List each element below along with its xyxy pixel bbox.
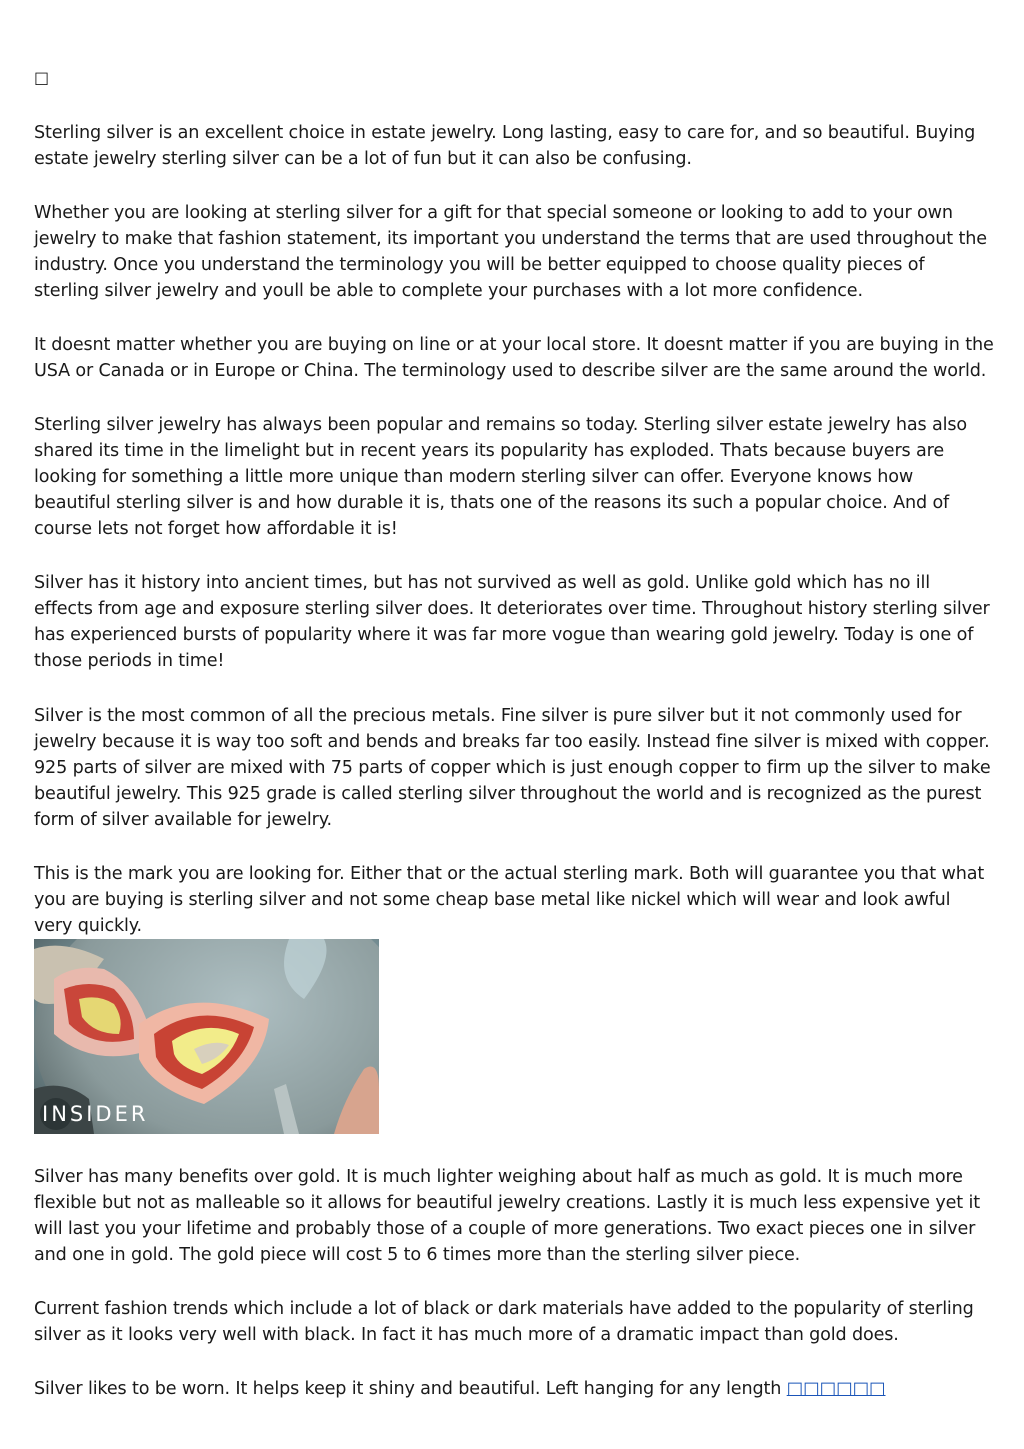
paragraph-worn-text: Silver likes to be worn. It helps keep it shiny and beautiful. Left hanging for any length xyxy=(34,1379,787,1399)
paragraph-terms: Whether you are looking at sterling silver for a gift for that special someone or looking to add to your own jewelry to make that fashion statement, its important you understand the terms that are used throughout the industry. Once you understand the terminology you will be better equipped to choose quality pieces of sterling silver jewelry and youll be able to complete your purchases with a lot more confidence. xyxy=(34,203,987,301)
paragraph-mark: This is the mark you are looking for. Either that or the actual sterling mark. Both will guarantee you that what you are buying is sterling silver and not some cheap base metal like nickel which will wear and look awful very quickly. xyxy=(34,864,985,936)
paragraph-worldwide: It doesnt matter whether you are buying on line or at your local store. It doesnt matter if you are buying in the USA or Canada or in Europe or China. The terminology used to describe silver are the same around the world. xyxy=(34,335,994,381)
paragraph-fashion: Current fashion trends which include a lot of black or dark materials have added to the popularity of sterling silver as it looks very well with black. In fact it has much more of a dramatic impact than gold does. xyxy=(34,1299,974,1345)
insider-watermark: INSIDER xyxy=(42,1102,149,1126)
paragraph-precious-metals: Silver is the most common of all the precious metals. Fine silver is pure silver but it not commonly used for jewelry because it is way too soft and bends and breaks far too easily. Instead fine silver is mixed with copper. 925 parts of silver are mixed with 75 parts of copper which is just enough copper to firm up the silver to make beautiful jewelry. This 925 grade is called sterling silver throughout the world and is recognized as the purest form of silver available for jewelry. xyxy=(34,706,991,830)
jewelry-photo xyxy=(34,939,379,1134)
paragraph-intro: Sterling silver is an excellent choice in estate jewelry. Long lasting, easy to care for, and so beautiful. Buying estate jewelry sterling silver can be a lot of fun but it can also be confusing. xyxy=(34,123,976,169)
paragraph-popularity: Sterling silver jewelry has always been popular and remains so today. Sterling silver estate jewelry has also shared its time in the limelight but in recent years its popularity has exploded. Thats because buyers are looking for something a little more unique than modern sterling silver can offer. Everyone knows how beautiful sterling silver is and how durable it is, thats one of the reasons its such a popular choice. And of course lets not forget how affordable it is! xyxy=(34,415,967,539)
inline-link[interactable]: □□□□□□ xyxy=(786,1379,886,1399)
paragraph-worn xyxy=(34,1376,994,1402)
missing-glyph-icon: □ xyxy=(34,68,50,87)
paragraph-benefits: Silver has many benefits over gold. It is much lighter weighing about half as much as gold. It is much more flexible but not as malleable so it allows for beautiful jewelry creations. Lastly it is much less expensive yet it will last you your lifetime and probably those of a couple of more generations. Two exact pieces one in silver and one in gold. The gold piece will cost 5 to 6 times more than the sterling silver piece. xyxy=(34,1167,980,1265)
paragraph-history: Silver has it history into ancient times, but has not survived as well as gold. Unlike gold which has no ill effects from age and exposure sterling silver does. It deteriorates over time. Throughout history sterling silver has experienced bursts of popularity where it was far more vogue than wearing gold jewelry. Today is one of those periods in time! xyxy=(34,573,990,671)
